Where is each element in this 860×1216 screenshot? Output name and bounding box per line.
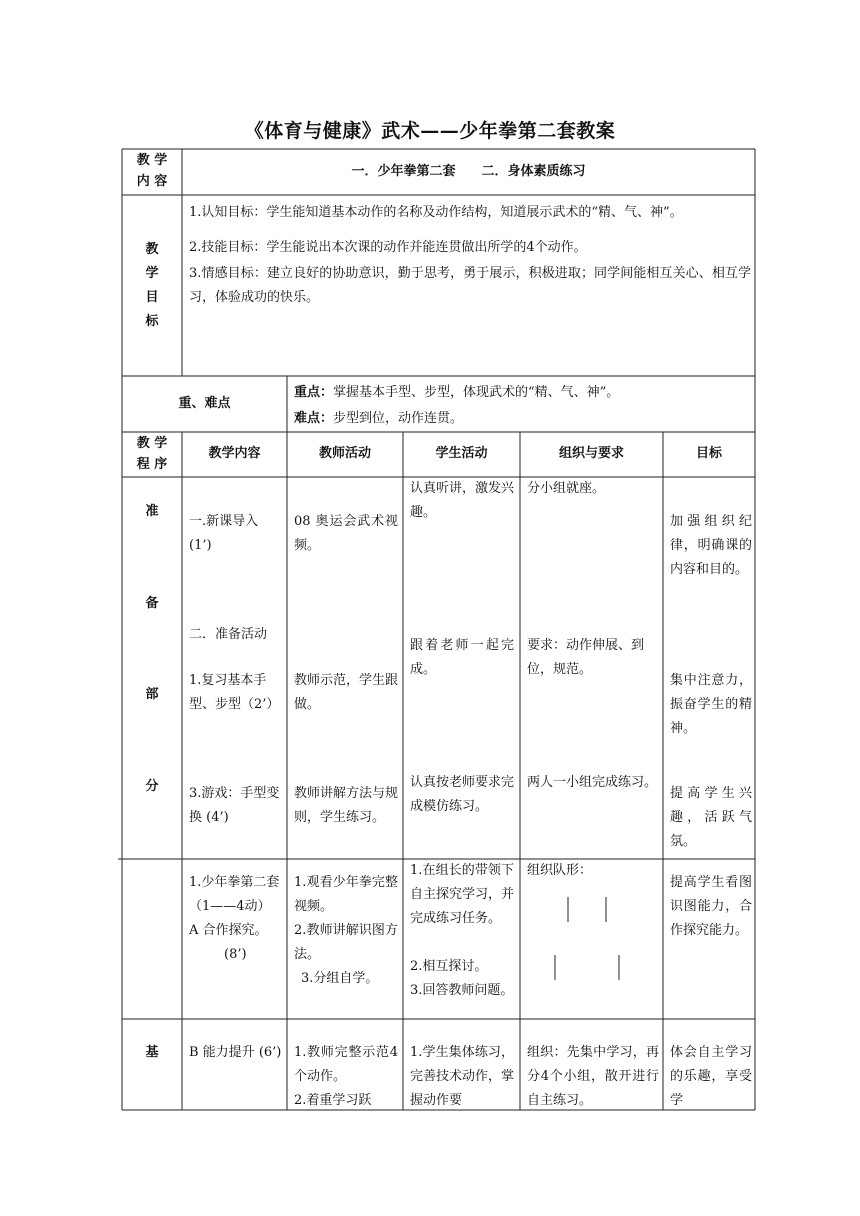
prep-goal-discipline: 加强组织纪律，明确课的内容和目的。 [670,514,752,577]
row2-student-discuss: 2.相互探讨。 [410,959,488,974]
prep-char-1: 准 [145,504,159,519]
header-content: 教学内容 [208,446,261,461]
prep-student-listen: 认真听讲，激发兴趣。 [410,481,515,520]
row3-teacher-demo: 1.教师完整示范4个动作。 [294,1045,398,1084]
row2-time: (8’) [224,947,247,962]
prep-content-review: 1.复习基本手型、步型（2’） [189,673,280,712]
prep-student-follow: 跟着老师一起完成。 [410,638,514,677]
header-teacher: 教师活动 [318,446,371,461]
prep-goal-focus: 集中注意力，振奋学生的精神。 [670,673,752,736]
row3-organization: 组织：先集中学习，再分4个小组，散开进行自主练习。 [527,1045,659,1108]
prep-content-game: 3.游戏：手型变换 (4’) [189,786,280,825]
row3-goal: 体会自主学习的乐趣，享受学 [670,1045,752,1108]
key-label: 重、难点 [178,396,231,411]
prep-student-imitate: 认真按老师要求完成模仿练习。 [410,775,515,814]
key-focus: 重点：掌握基本手型、步型，体现武术的“精、气、神”。 [294,385,620,400]
prep-org-seating: 分小组就座。 [527,481,606,496]
row2-teacher-explain: 2.教师讲解识图方法。 [294,923,398,962]
goals-label: 教 学 目 标 [145,242,159,329]
goal-skill: 2.技能目标：学生能说出本次课的动作并能连贯做出所学的4个动作。 [189,240,587,255]
prep-goal-interest: 提高学生兴趣，活跃气氛。 [670,786,752,849]
row2-teacher-video: 1.观看少年拳完整视频。 [294,875,398,914]
prep-content-intro: 一.新课导入 (1’) [189,514,259,553]
content-value: 一．少年拳第二套 二．身体素质练习 [351,164,586,179]
prep-char-3: 部 [145,687,159,702]
row2-student-explore: 1.在组长的带领下自主探究学习，并完成练习任务。 [410,863,515,926]
row2-content: 1.少年拳第二套（1——4动） A 合作探究。 [189,875,280,938]
header-organization: 组织与要求 [558,446,624,461]
prep-org-requirement: 要求：动作伸展、到位，规范。 [527,638,645,677]
row3-student: 1.学生集体练习，完善技术动作，掌握动作要 [410,1045,514,1108]
row2-organization: 组织队形： [527,863,593,878]
document-title: 《体育与健康》武术——少年拳第二套教案 [244,120,616,142]
prep-teacher-demo: 教师示范，学生跟做。 [294,673,399,712]
header-goal: 目标 [695,446,722,461]
content-label: 教 学 内 容 [136,153,168,189]
prep-org-pairs: 两人一小组完成练习。 [527,775,658,790]
goal-cognitive: 1.认知目标：学生能知道基本动作的名称及动作结构，知道展示武术的“精、气、神”。 [189,205,683,220]
header-procedure: 教 学 程 序 [136,436,168,472]
row3-teacher-focus: 2.着重学习跃 [294,1093,372,1108]
prep-teacher-video: 08 奥运会武术视频。 [294,514,398,553]
row3-section-char: 基 [145,1045,159,1060]
prep-char-2: 备 [145,596,159,611]
row3-content: B 能力提升 (6’) [189,1045,282,1060]
prep-content-warmup: 二．准备活动 [189,627,268,642]
prep-teacher-rules: 教师讲解方法与规则，学生练习。 [294,786,399,825]
key-difficulty: 难点：步型到位，动作连贯。 [294,411,464,426]
goal-emotion: 3.情感目标：建立良好的协助意识，勤于思考，勇于展示，积极进取；同学间能相互关心、相互学习，体验成功的快乐。 [189,266,751,305]
row2-goal: 提高学生看图识图能力，合作探究能力。 [670,875,752,938]
row2-student-answer: 3.回答教师问题。 [410,983,514,998]
row2-teacher-selfstudy: 3.分组自学。 [301,971,379,986]
prep-char-4: 分 [145,779,159,794]
header-student: 学生活动 [435,446,488,461]
